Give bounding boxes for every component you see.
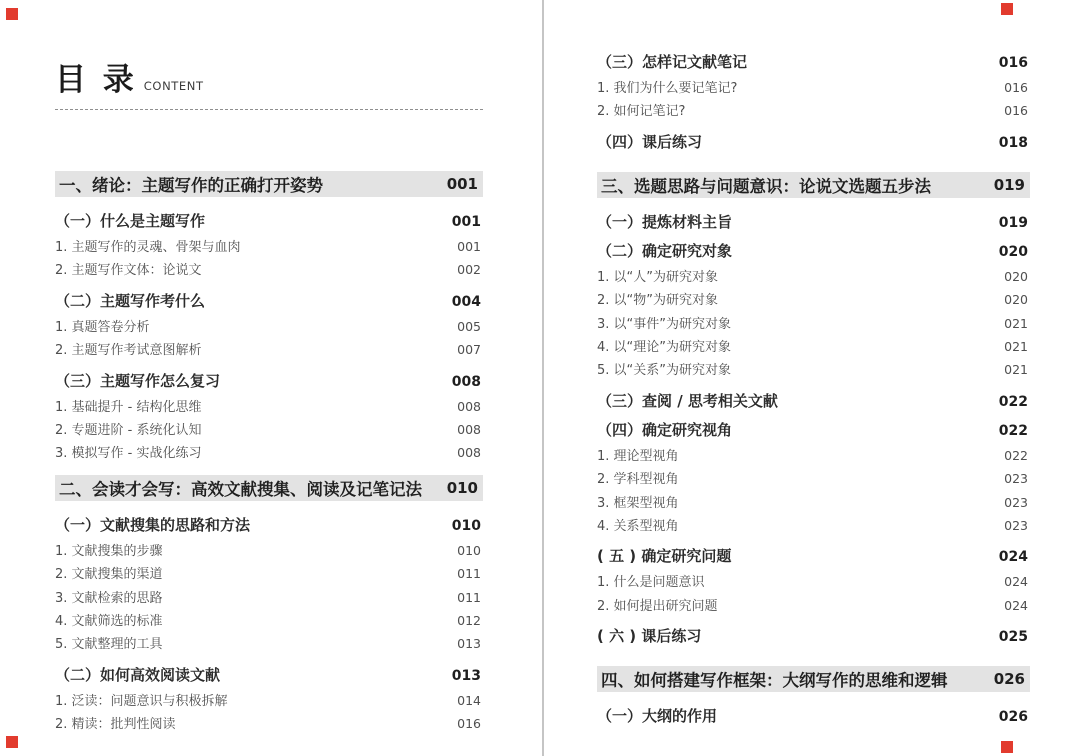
toc-entry-item <box>597 100 1030 123</box>
entry-label: 3. 以“事件”为研究对象 <box>597 316 732 332</box>
entry-label: （三）查阅 / 思考相关文献 <box>597 391 778 410</box>
entry-label: 2. 精读：批判性阅读 <box>55 717 176 733</box>
entry-label: 一、绪论：主题写作的正确打开姿势 <box>59 176 323 195</box>
toc-entry-item <box>597 492 1030 515</box>
entry-label: 2. 如何记笔记? <box>597 104 686 120</box>
entry-label: 5. 以“关系”为研究对象 <box>597 363 732 379</box>
toc-entry-chapter <box>597 172 1030 198</box>
toc-entry-section <box>597 706 1030 727</box>
entry-label: 1. 以“人”为研究对象 <box>597 269 719 285</box>
entry-page-number: 020 <box>1004 268 1028 284</box>
entry-page-number: 023 <box>1004 471 1028 487</box>
entry-label: 1. 基础提升 - 结构化思维 <box>55 399 202 415</box>
entry-page-number: 023 <box>1004 494 1028 510</box>
entry-label: （四）确定研究视角 <box>597 420 733 439</box>
entry-page-number: 011 <box>457 566 481 582</box>
toc-entry-item <box>55 419 483 442</box>
toc-entry-item <box>597 313 1030 336</box>
entry-page-number: 008 <box>451 373 481 390</box>
entry-label: 1. 文献搜集的步骤 <box>55 543 163 559</box>
toc-title <box>55 0 483 110</box>
entry-label: 1. 主题写作的灵魂、骨架与血肉 <box>55 240 241 255</box>
entry-label: 四、如何搭建写作框架：大纲写作的思维和逻辑 <box>601 671 948 691</box>
entry-page-number: 024 <box>998 549 1028 566</box>
entry-page-number: 020 <box>1004 292 1028 308</box>
toc-entry-item <box>597 77 1030 100</box>
toc-entry-section <box>597 52 1030 73</box>
entry-page-number: 014 <box>457 692 481 708</box>
toc-entry-item <box>55 236 483 259</box>
crop-mark-bottom-right <box>1001 741 1013 753</box>
toc-entry-section <box>597 132 1030 153</box>
toc-entry-chapter <box>55 171 483 197</box>
entry-page-number: 010 <box>457 542 481 558</box>
entry-page-number: 021 <box>1004 362 1028 378</box>
toc-entry-section <box>55 291 483 312</box>
entry-page-number: 010 <box>451 517 481 534</box>
entry-page-number: 016 <box>998 55 1028 71</box>
toc-entry-item <box>55 610 483 633</box>
entry-page-number: 025 <box>998 629 1028 646</box>
left-page-column <box>55 0 483 737</box>
entry-label: 2. 以“物”为研究对象 <box>597 293 719 309</box>
entry-page-number: 004 <box>451 293 481 310</box>
toc-entries-right <box>597 52 1030 727</box>
toc-entry-section <box>597 241 1030 262</box>
toc-entry-section <box>597 391 1030 412</box>
entry-label: （二）确定研究对象 <box>597 241 733 260</box>
entry-page-number: 016 <box>1004 103 1028 119</box>
entry-label: 2. 专题进阶 - 系统化认知 <box>55 423 202 439</box>
toc-entry-section <box>597 212 1030 233</box>
entry-page-number: 005 <box>457 318 481 334</box>
entry-page-number: 008 <box>457 398 481 414</box>
entry-page-number: 008 <box>457 445 481 461</box>
toc-entry-item <box>55 540 483 563</box>
toc-entry-item <box>597 266 1030 289</box>
entry-page-number: 008 <box>457 422 481 438</box>
toc-entry-section <box>55 515 483 536</box>
entry-page-number: 022 <box>998 393 1028 410</box>
entry-label: 1. 我们为什么要记笔记? <box>597 81 738 96</box>
entry-page-number: 022 <box>1004 447 1028 463</box>
entry-label: （一）文献搜集的思路和方法 <box>55 515 251 534</box>
entry-label: （一）大纲的作用 <box>597 707 718 726</box>
entry-page-number: 016 <box>457 716 481 732</box>
entry-label: （三）主题写作怎么复习 <box>55 371 221 390</box>
entry-label: 1. 真题答卷分析 <box>55 319 150 335</box>
entry-page-number: 023 <box>1004 518 1028 534</box>
toc-entry-section <box>55 211 483 232</box>
toc-entry-item <box>55 316 483 339</box>
entry-label: 2. 如何提出研究问题 <box>597 598 718 614</box>
right-page-column <box>597 0 1030 731</box>
toc-entry-section <box>55 371 483 392</box>
toc-entry-chapter <box>55 475 483 501</box>
entry-label: 4. 关系型视角 <box>597 519 679 535</box>
toc-entry-item <box>55 690 483 713</box>
toc-entry-item <box>597 445 1030 468</box>
entry-page-number: 020 <box>998 243 1028 260</box>
entry-page-number: 007 <box>457 342 481 358</box>
entry-label: （三）怎样记文献笔记 <box>597 53 748 71</box>
toc-entry-item <box>55 339 483 362</box>
toc-entry-section <box>597 626 1030 647</box>
entry-page-number: 021 <box>1004 339 1028 355</box>
toc-entry-item <box>597 571 1030 594</box>
toc-entry-item <box>597 595 1030 618</box>
entry-page-number: 013 <box>451 667 481 684</box>
toc-entry-section <box>597 420 1030 441</box>
crop-mark-top-left <box>6 8 18 20</box>
entry-label: （二）主题写作考什么 <box>55 291 206 310</box>
toc-entry-item <box>55 259 483 282</box>
entry-label: ( 五 ) 确定研究问题 <box>597 547 732 566</box>
entry-label: ( 六 ) 课后练习 <box>597 627 702 646</box>
entry-page-number: 026 <box>993 670 1025 689</box>
entry-page-number: 019 <box>993 175 1025 194</box>
entry-page-number: 024 <box>1004 597 1028 613</box>
entry-label: （一）什么是主题写作 <box>55 212 206 230</box>
entry-label: 2. 主题写作文体：论说文 <box>55 263 202 279</box>
toc-entry-chapter <box>597 666 1030 692</box>
toc-entry-item <box>597 515 1030 538</box>
entry-label: （四）课后练习 <box>597 132 703 151</box>
entry-page-number: 001 <box>457 239 481 254</box>
entry-page-number: 016 <box>1004 80 1028 95</box>
entry-label: 3. 框架型视角 <box>597 495 679 511</box>
toc-title-en: CONTENT <box>143 79 204 93</box>
entry-page-number: 001 <box>446 175 478 193</box>
entry-page-number: 013 <box>457 636 481 652</box>
toc-entry-item <box>55 633 483 656</box>
toc-entry-item <box>597 336 1030 359</box>
toc-entry-item <box>55 587 483 610</box>
toc-entry-section <box>597 546 1030 567</box>
toc-entries-left <box>55 171 483 737</box>
entry-page-number: 019 <box>998 214 1028 231</box>
toc-entry-item <box>55 713 483 736</box>
entry-page-number: 002 <box>457 262 481 278</box>
entry-page-number: 012 <box>457 613 481 629</box>
entry-label: 3. 文献检索的思路 <box>55 590 163 606</box>
page-gutter-divider <box>542 0 544 756</box>
entry-label: （一）提炼材料主旨 <box>597 212 733 231</box>
toc-entry-item <box>597 359 1030 382</box>
entry-page-number: 018 <box>998 134 1028 151</box>
entry-label: 2. 学科型视角 <box>597 472 679 488</box>
entry-label: 1. 泛读：问题意识与积极拆解 <box>55 693 228 709</box>
entry-label: 三、选题思路与问题意识：论说文选题五步法 <box>601 176 931 196</box>
entry-label: （二）如何高效阅读文献 <box>55 665 221 684</box>
entry-label: 二、会读才会写：高效文献搜集、阅读及记笔记法 <box>59 479 422 499</box>
entry-label: 1. 理论型视角 <box>597 448 679 464</box>
entry-page-number: 010 <box>446 478 478 497</box>
entry-label: 4. 以“理论”为研究对象 <box>597 340 732 356</box>
entry-page-number: 021 <box>1004 315 1028 331</box>
entry-label: 3. 模拟写作 - 实战化练习 <box>55 446 202 462</box>
crop-mark-bottom-left <box>6 736 18 748</box>
entry-page-number: 011 <box>457 589 481 605</box>
toc-title-zh: 目 录 <box>55 62 137 98</box>
toc-entry-section <box>55 665 483 686</box>
entry-page-number: 024 <box>1004 574 1028 590</box>
entry-page-number: 026 <box>998 709 1028 726</box>
entry-label: 1. 什么是问题意识 <box>597 575 705 591</box>
toc-entry-item <box>55 442 483 465</box>
toc-entry-item <box>55 396 483 419</box>
entry-label: 4. 文献筛选的标准 <box>55 614 163 630</box>
toc-entry-item <box>55 563 483 586</box>
entry-page-number: 001 <box>451 214 481 230</box>
entry-label: 5. 文献整理的工具 <box>55 637 163 653</box>
entry-label: 2. 文献搜集的渠道 <box>55 567 163 583</box>
toc-entry-item <box>597 468 1030 491</box>
entry-page-number: 022 <box>998 422 1028 439</box>
toc-entry-item <box>597 289 1030 312</box>
entry-label: 2. 主题写作考试意图解析 <box>55 343 202 359</box>
